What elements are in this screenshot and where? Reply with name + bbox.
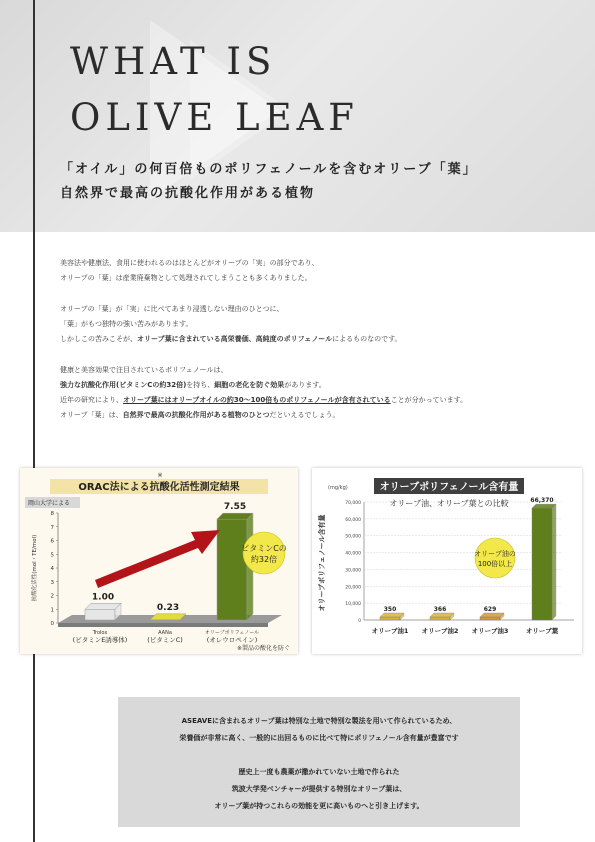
y-tick-label: 7 — [50, 524, 54, 531]
paragraph: 近年の研究により、オリーブ葉にはオリーブオイルの約30〜100倍ものポリフェノールが含有されていることが分かっています。 — [60, 396, 468, 404]
data-label: 629 — [483, 606, 497, 613]
bar-side — [552, 504, 556, 620]
page-title — [70, 34, 359, 146]
y-tick-label: 5 — [50, 552, 54, 559]
info-line: ASEAVEに含まれるオリーブ葉は特別な土地で特別な製法を用いて作られているため、 — [181, 717, 457, 725]
y-tick-label: 4 — [50, 566, 54, 572]
y-tick-label: 70,000 — [345, 501, 361, 506]
chart-subtitle: オリーブ油、オリーブ葉との比較 — [389, 499, 509, 508]
x-tick-label: オリーブ油3 — [471, 627, 509, 635]
unit-label: (mg/kg) — [328, 485, 348, 491]
bar — [380, 617, 400, 620]
info-line: オリーブ葉が持つこれらの効能を更に高いものへと引き上げます。 — [214, 802, 424, 810]
y-tick-label: 20,000 — [345, 585, 361, 591]
subheading-line-2: 自然界で最高の抗酸化作用がある植物 — [60, 186, 316, 201]
data-label: 66,370 — [530, 497, 554, 505]
x-tick-label: AANa — [158, 630, 172, 636]
polyphenol-chart — [312, 468, 582, 654]
chart-star-mark: ※ — [157, 472, 163, 479]
vertical-rule — [33, 0, 35, 842]
y-tick-label: 30,000 — [345, 568, 361, 574]
paragraph: しかしこの苦みこそが、オリーブ葉に含まれている高栄養価、高純度のポリフェノールによるものなのです。 — [60, 335, 402, 343]
title-line-1: WHAT IS — [70, 40, 277, 83]
orac-chart — [20, 468, 298, 654]
paragraph: 美容法や健康法、食用に使われるのはほとんどがオリーブの「実」の部分であり、 — [60, 259, 319, 267]
chart-title: オリーブポリフェノール含有量 — [379, 482, 519, 493]
callout-text: ビタミンCの — [241, 544, 287, 553]
x-tick-label: Trolox — [92, 630, 108, 636]
trend-arrow — [95, 530, 220, 588]
y-axis-label: オリーブポリフェノール含有量 — [318, 514, 326, 612]
data-label: 366 — [433, 606, 447, 613]
info-line: 筑波大学発ベンチャーが提供する特別なオリーブ葉は、 — [231, 785, 407, 793]
info-box — [118, 697, 520, 827]
body-text — [60, 256, 580, 423]
callout-text: 約32倍 — [250, 555, 278, 564]
info-line: 歴史上一度も農薬が撒かれていない土地で作られた — [238, 768, 400, 776]
data-label: 1.00 — [91, 592, 115, 603]
bar — [480, 617, 500, 620]
bar — [217, 519, 247, 620]
title-line-2: OLIVE LEAF — [70, 96, 359, 139]
y-tick-label: 0 — [358, 619, 361, 624]
source-label: 岡山大学による — [28, 500, 71, 507]
x-tick-label: (ビタミンC) — [147, 636, 183, 644]
callout-circle — [243, 532, 285, 574]
paragraph: オリーブ「葉」は、自然界で最高の抗酸化作用がある植物のひとつだといえるでしょう。 — [60, 411, 340, 419]
paragraph: 「葉」がもつ独特の強い苦みがあります。 — [60, 320, 193, 328]
y-tick-label: 8 — [50, 511, 54, 517]
y-tick-label: 6 — [50, 538, 54, 545]
x-tick-label: オリーブ油1 — [371, 627, 409, 635]
callout-text: オリーブ油の — [474, 550, 516, 558]
y-axis-label: 抗酸化活性(mol・TE/mol) — [32, 534, 38, 602]
y-tick-label: 60,000 — [345, 517, 361, 523]
callout-circle — [475, 538, 515, 578]
chart-footnote: ※製品の酸化を防ぐ — [236, 645, 290, 652]
chart-floor-edge — [58, 623, 268, 627]
y-tick-label: 2 — [50, 593, 54, 600]
paragraph: オリーブの「葉」が「実」に比べてあまり浸透しない理由のひとつに、 — [60, 305, 284, 313]
y-tick-label: 40,000 — [345, 551, 361, 557]
bar — [85, 609, 115, 620]
callout-text: 100倍以上 — [477, 560, 513, 568]
paragraph: オリーブの「葉」は産業廃棄物として処理されてしまうことも多くありました。 — [60, 274, 312, 282]
orac-chart-svg — [20, 468, 298, 654]
bar — [532, 508, 552, 620]
y-tick-label: 3 — [50, 579, 54, 586]
x-tick-label: オリーブ油2 — [421, 627, 459, 635]
y-tick-label: 1 — [50, 607, 54, 614]
x-tick-label: (ビタミンE誘導体) — [72, 636, 128, 644]
data-label: 0.23 — [156, 602, 180, 613]
subheading-line-1: 「オイル」の何百倍ものポリフェノールを含むオリーブ「葉」 — [60, 162, 478, 177]
data-label: 350 — [383, 606, 397, 613]
subheading — [60, 158, 478, 206]
data-label: 7.55 — [223, 502, 247, 513]
paragraph: 健康と美容効果で注目されているポリフェノールは、 — [60, 366, 228, 374]
bar — [430, 617, 450, 620]
x-tick-label: オリーブポリフェノール — [204, 630, 260, 636]
info-line: 栄養価が非常に高く、一般的に出回るものに比べて特にポリフェノール含有量が豊富です — [179, 734, 459, 742]
polyphenol-chart-svg — [312, 468, 582, 654]
x-tick-label: オリーブ葉 — [525, 627, 559, 635]
y-tick-label: 50,000 — [345, 534, 361, 540]
paragraph: 強力な抗酸化作用(ビタミンCの約32倍)を持ち、細胞の老化を防ぐ効果があります。 — [60, 381, 326, 389]
chart-title: ORAC法による抗酸化活性測定結果 — [78, 482, 240, 493]
y-tick-label: 10,000 — [345, 602, 361, 608]
y-tick-label: 0 — [50, 621, 54, 627]
x-tick-label: (オレウロペイン) — [206, 636, 258, 644]
